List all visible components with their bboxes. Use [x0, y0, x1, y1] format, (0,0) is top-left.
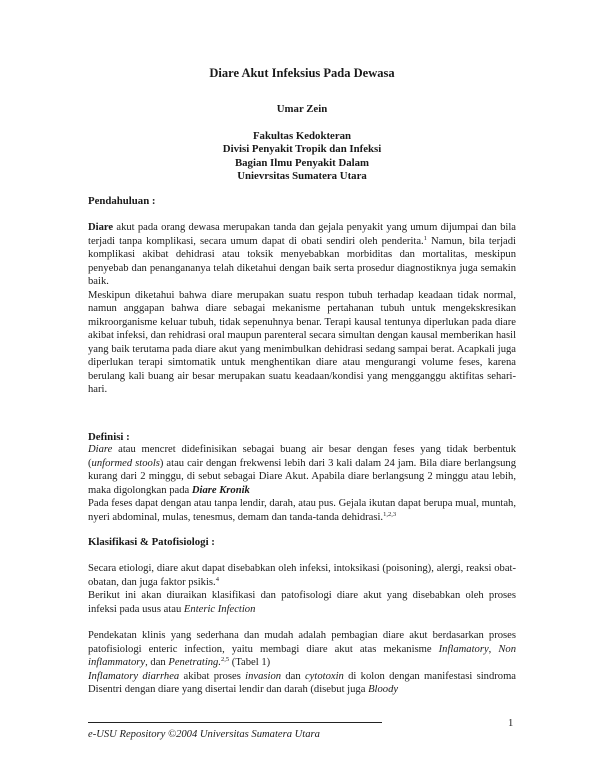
- affiliation-line: Divisi Penyakit Tropik dan Infeksi: [222, 143, 382, 156]
- term-diare: Diare: [88, 222, 114, 233]
- term-inflamatory-diarrhea: Inflamatory diarrhea: [88, 670, 180, 682]
- citation: 1,2,3: [383, 510, 397, 518]
- paragraph: [88, 629, 516, 670]
- term-unformed-stools: unformed stools: [91, 457, 160, 469]
- citation: 2,5: [221, 656, 230, 663]
- paragraph: Meskipun diketahui bahwa diare merupakan suatu respon tubuh terhadap keadaan tidak normal, namun anggapan bahwa diare sebagai mekanisme pertahanan tubuh untuk mengekskresikan mikroorganisme keluar tubuh, tidak sepenuhnya benar. Terapi kausal tentunya diperlukan pada diare akibat infeksi, dan rehidrasi oral maupun parenteral secara simultan dengan kausal memberikan hasil yang baik terutama pada diare akut yang menimbulkan dehidrasi sedang sampai berat. Acapkali juga diperlukan terapi simtomatik untuk menghentikan diare atau mengurangi volume feses, karena berulang kali buang air besar merupakan suatu keadaan/kondisi yang mengganggu aktifitas sehari-hari.: [88, 289, 517, 395]
- definisi-body: [88, 443, 516, 524]
- text-run: dan: [281, 670, 305, 682]
- footer-repository: e-USU Repository ©2004 Universitas Sumatera Utara: [88, 729, 320, 740]
- text-run: atau mencret didefinisikan sebagai buang air besar dengan feses yang tidak berbentuk (: [88, 444, 516, 469]
- section-heading-pendahuluan: Pendahuluan :: [88, 195, 156, 207]
- term-non-inflammatory: Non inflammatory: [88, 643, 516, 668]
- term-penetrating: Penetrating.: [168, 657, 222, 668]
- paragraph: [88, 497, 516, 524]
- paragraph: [88, 589, 516, 616]
- text-run: Namun, bila terjadi komplikasi akibat dehidrasi atau toksik menyebabkan morbiditas dan mortalitas, meskipun penyebab dan penangananya telah diketahui dengan baik serta prosedur diagnostiknya juga semakin baik.: [88, 235, 516, 287]
- footer-divider: [88, 722, 382, 723]
- section-heading-definisi: Definisi :: [88, 431, 130, 443]
- affiliation-line: Bagian Ilmu Penyakit Dalam: [234, 156, 370, 169]
- page-number: 1: [508, 718, 514, 729]
- section-heading-klasifikasi: Klasifikasi & Patofisiologi :: [88, 536, 215, 548]
- text-run: ,: [488, 643, 499, 655]
- citation: 1: [423, 234, 427, 242]
- paragraph: [88, 562, 516, 589]
- citation: 4: [215, 575, 219, 583]
- text-run: Berikut ini akan diuraikan klasifikasi dan patofisologi diare akut yang disebabkan oleh proses infeksi pada usus atau: [88, 590, 516, 615]
- text-run: di kolon dengan manifestasi sindroma Disentri dengan diare yang disertai lendir dan darah (disebut juga: [88, 670, 517, 695]
- affiliation-line: Unievrsitas Sumatera Utara: [237, 169, 367, 182]
- text-run: , dan: [145, 657, 169, 668]
- text-run: Secara etiologi, diare akut dapat disebabkan oleh infeksi, intoksikasi (poisoning), alergi, reaksi obat-obatan, dan juga faktor psikis.: [88, 563, 516, 588]
- text-run: akibat proses: [179, 670, 246, 682]
- affiliation: [88, 130, 516, 183]
- text-run: Pendekatan klinis yang sederhana dan mudah adalah pembagian diare akut berdasarkan proses patofisiologi enteric infection, yaitu membagi diare akut atas mekanisme: [88, 630, 516, 655]
- text-run: ) atau cair dengan frekwensi lebih dari 3 kali dalam 24 jam. Bila diare berlangsung kurang dari 2 minggu, di sebut sebagai Diare Akut. Apabila diare berlangsung 2 minggu atau lebih, maka digolongkan pada: [88, 457, 516, 496]
- klasifikasi-body: [88, 562, 516, 697]
- term-inflamatory: Inflamatory: [438, 643, 489, 655]
- term-cytotoxin: cytotoxin: [304, 670, 344, 682]
- affiliation-line: Fakultas Kedokteran: [252, 130, 352, 142]
- paragraph: [88, 670, 516, 697]
- pendahuluan-body: [88, 221, 516, 397]
- term-diare: Diare: [88, 444, 113, 455]
- text-run: Pada feses dapat dengan atau tanpa lendir, darah, atau pus. Gejala ikutan dapat berupa mual, muntah, nyeri abdominal, mulas, tenesmus, demam dan tanda-tanda dehidrasi.: [88, 498, 516, 523]
- term-diare-kronik: Diare Kronik: [191, 484, 250, 496]
- term-enteric-infection: Enteric Infection: [183, 603, 256, 615]
- paper-title: Diare Akut Infeksius Pada Dewasa: [209, 66, 395, 80]
- table-reference: (Tabel 1): [229, 657, 271, 668]
- term-invasion: invasion: [245, 670, 282, 682]
- term-bloody: Bloody: [368, 684, 399, 695]
- author-name: Umar Zein: [276, 103, 328, 115]
- paragraph: [88, 221, 516, 289]
- text-run: akut pada orang dewasa merupakan tanda dan gejala penyakit yang umum dijumpai dan bila terjadi tanpa komplikasi, secara umum dapat di obati sendiri oleh penderita.: [88, 222, 516, 247]
- paragraph: [88, 443, 516, 497]
